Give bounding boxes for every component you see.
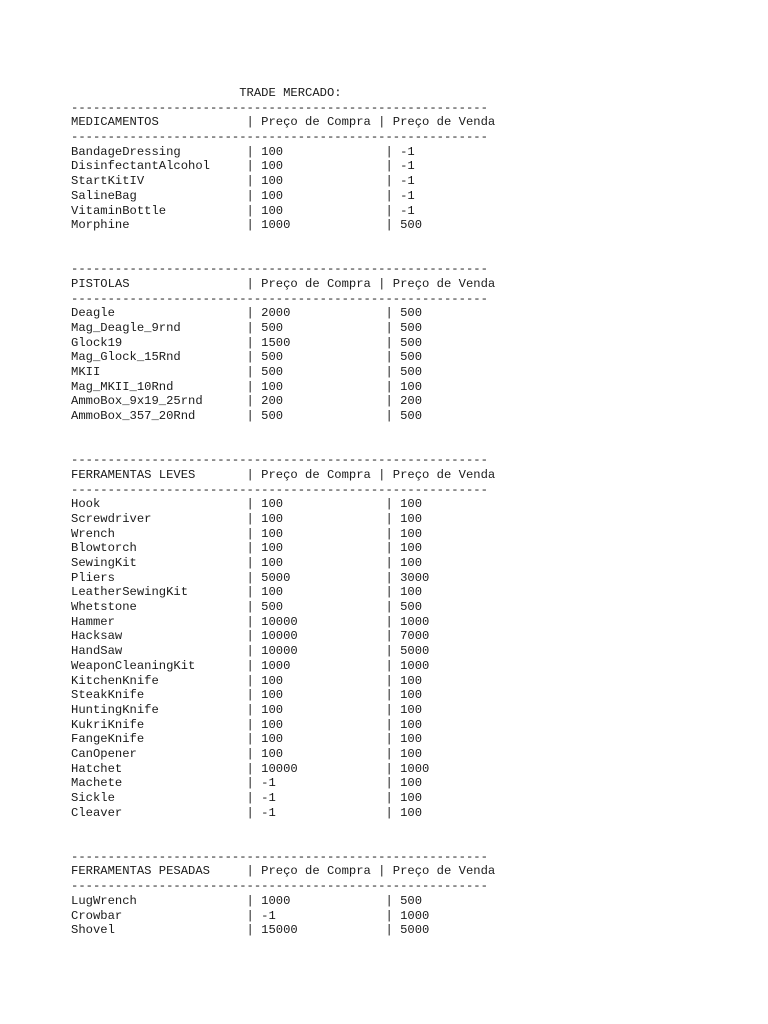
blank-line	[71, 233, 495, 248]
table-row: Mag_MKII_10Rnd | 100 | 100	[71, 379, 423, 394]
table-row: Glock19 | 1500 | 500	[71, 335, 423, 350]
table-row: Hook | 100 | 100	[71, 497, 423, 512]
table-row: Mag_Glock_15Rnd | 500 | 500	[71, 350, 423, 365]
table-row: Whetstone | 500 | 500	[71, 600, 423, 615]
table-row: SteakKnife | 100 | 100	[71, 688, 423, 703]
table-row: HuntingKnife | 100 | 100	[71, 702, 423, 717]
table-row: Wrench | 100 | 100	[71, 526, 423, 541]
separator-line: ---------------------------------------------------------	[71, 849, 488, 864]
table-row: AmmoBox_9x19_25rnd | 200 | 200	[71, 394, 423, 409]
table-row: SalineBag | 100 | -1	[71, 188, 415, 203]
section-header-pistolas: PISTOLAS | Preço de Compra | Preço de Venda	[71, 276, 496, 291]
section-header-ferramentas-pesadas: FERRAMENTAS PESADAS | Preço de Compra | Preço de Venda	[71, 864, 496, 879]
separator-line: ---------------------------------------------------------	[71, 100, 488, 115]
table-row: AmmoBox_357_20Rnd | 500 | 500	[71, 409, 423, 424]
blank-line	[71, 835, 495, 850]
table-row: Deagle | 2000 | 500	[71, 306, 423, 321]
table-row: LeatherSewingKit | 100 | 100	[71, 585, 423, 600]
section-header-ferramentas-leves: FERRAMENTAS LEVES | Preço de Compra | Preço de Venda	[71, 467, 496, 482]
table-row: LugWrench | 1000 | 500	[71, 893, 423, 908]
table-row: Sickle | -1 | 100	[71, 791, 423, 805]
blank-line	[71, 820, 495, 835]
table-row: KukriKnife | 100 | 100	[71, 717, 423, 732]
document-title: TRADE MERCADO:	[71, 86, 342, 100]
price-document	[71, 86, 495, 938]
table-row: WeaponCleaningKit | 1000 | 1000	[71, 658, 430, 673]
table-row: Mag_Deagle_9rnd | 500 | 500	[71, 321, 423, 335]
table-row: DisinfectantAlcohol | 100 | -1	[71, 159, 415, 174]
table-row: Screwdriver | 100 | 100	[71, 511, 423, 526]
table-row: Hammer | 10000 | 1000	[71, 614, 430, 629]
table-row: Blowtorch | 100 | 100	[71, 541, 423, 556]
blank-line	[71, 248, 495, 263]
table-row: Pliers | 5000 | 3000	[71, 570, 430, 585]
table-row: Shovel | 15000 | 5000	[71, 923, 430, 938]
table-row: StartKitIV | 100 | -1	[71, 174, 415, 189]
separator-line: ---------------------------------------------------------	[71, 453, 488, 468]
table-row: SewingKit | 100 | 100	[71, 556, 423, 570]
separator-line: ---------------------------------------------------------	[71, 482, 488, 497]
table-row: FangeKnife | 100 | 100	[71, 732, 423, 747]
table-row: MKII | 500 | 500	[71, 365, 423, 380]
separator-line: ---------------------------------------------------------	[71, 291, 488, 306]
blank-line	[71, 424, 495, 439]
section-header-medicamentos: MEDICAMENTOS | Preço de Compra | Preço de Venda	[71, 115, 496, 130]
separator-line: ---------------------------------------------------------	[71, 262, 488, 277]
separator-line: ---------------------------------------------------------	[71, 130, 488, 145]
blank-line	[71, 439, 495, 454]
table-row: Hacksaw | 10000 | 7000	[71, 629, 430, 644]
table-row: BandageDressing | 100 | -1	[71, 144, 415, 159]
table-row: CanOpener | 100 | 100	[71, 746, 423, 761]
table-row: Cleaver | -1 | 100	[71, 805, 423, 820]
table-row: VitaminBottle | 100 | -1	[71, 203, 415, 218]
table-row: Hatchet | 10000 | 1000	[71, 761, 430, 776]
table-row: KitchenKnife | 100 | 100	[71, 673, 423, 688]
table-row: Morphine | 1000 | 500	[71, 218, 423, 233]
table-row: HandSaw | 10000 | 5000	[71, 644, 430, 659]
table-row: Crowbar | -1 | 1000	[71, 908, 430, 923]
separator-line: ---------------------------------------------------------	[71, 879, 488, 894]
table-row: Machete | -1 | 100	[71, 776, 423, 791]
